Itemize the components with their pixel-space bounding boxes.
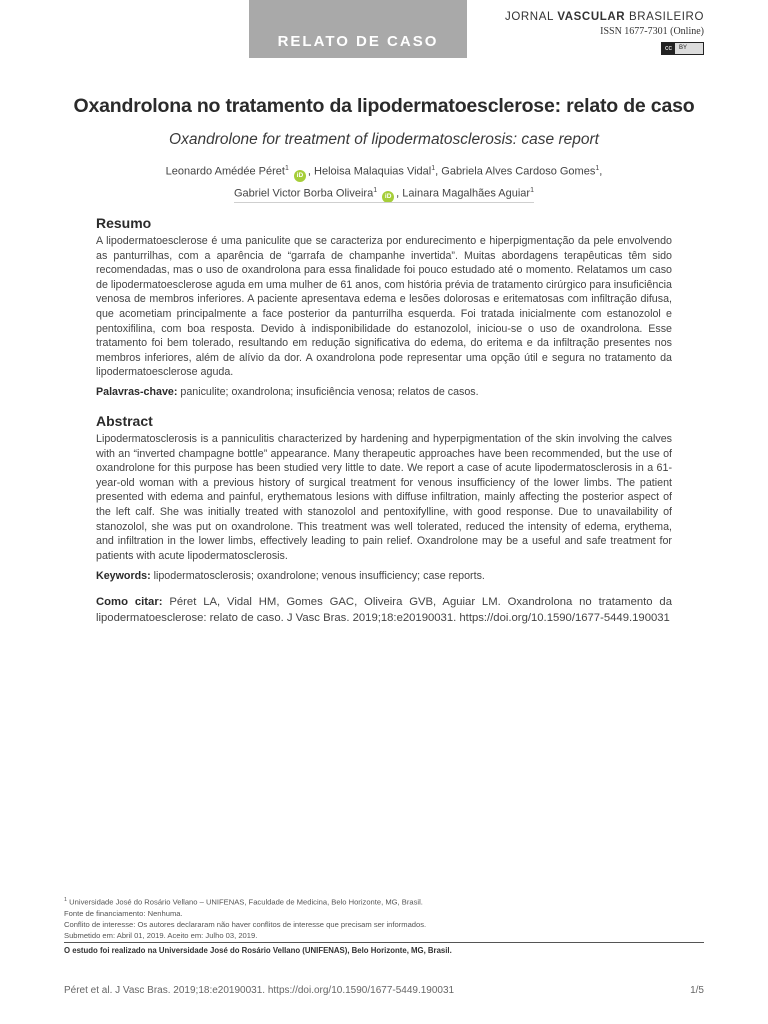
author-name: Gabriel Victor Borba Oliveira [234,187,374,200]
keywords-text: paniculite; oxandrolona; insuficiência venosa; relatos de casos. [177,386,479,398]
author-name: Heloisa Malaquias Vidal [314,165,432,178]
article-title: Oxandrolona no tratamento da lipodermatoesclerose: relato de caso [73,95,695,117]
conflict-note: Conflito de interesse: Os autores declararam não haver conflitos de interesse que precisam ser informados. [64,919,427,929]
author-list: Leonardo Amédée Péret$^1$ iD , Heloisa Malaquias Vidal$^1$, Gabriela Alves Cardoso Gomes$^1$, Gabriel Victor Borba Oliveira$^1$ iD , Lainara Magalhães Aguiar$^1$ [60,160,708,203]
study-location-note: O estudo foi realizado na Universidade José do Rosário Vellano (UNIFENAS), Belo Horizonte, MG, Brasil. [64,946,452,955]
affiliation-note: $^1$ Universidade José do Rosário Vellano – UNIFENAS, Faculdade de Medicina, Belo Horizonte, MG, Brasil. [64,897,423,907]
keywords-text: lipodermatosclerosis; oxandrolone; venous insufficiency; case reports. [150,570,485,582]
funding-note: Fonte de financiamento: Nenhuma. [64,908,183,918]
citation-text[interactable]: Péret LA, Vidal HM, Gomes GAC, Oliveira GVB, Aguiar LM. Oxandrolona no tratamento da lipodermatoesclerose: relato de caso. J Vasc Bras. 2019;18:e20190031. https://doi.org/10.1590/1677-5449.190031 [96,596,672,624]
title-divider [234,202,534,203]
footnotes [64,895,426,941]
keywords-label: Keywords: [96,570,151,582]
orcid-icon[interactable]: iD [294,170,306,182]
affiliation-mark: 1 [595,165,600,172]
resumo-text: A lipodermatoesclerose é uma paniculite que se caracteriza por endurecimento e hiperpigmentação da pele envolvendo as panturrilhas, com a aparência de “garrafa de champanhe invertida”. Muitas abordagens terapêuticas têm sido recomendadas, mas o uso de oxandrolona para essa finalidade foi pouco estudado até o momento. Relatamos um caso de lipodermatoesclerose aguda em uma mulher de 61 anos, com história prévia de tratamento cirúrgico para insuficiência venosa de membros inferiores. A paciente apresentava edema e lesões dolorosas e eritematosas com infiltração difusa, que acometiam principalmente a face posterior da panturrilha esquerda. Foi tratada inicialmente com estanozolol e pentoxifilina, com boa resposta. Devido à indisponibilidade do estanozolol, iniciou-se o uso de oxandrolona. Esse tratamento foi bem tolerado, resultando em redução significativa do edema, do eritema e da infiltração presentes nos membros inferiores, além de alívio da dor. A oxandrolona pode representar uma opção útil e segura no tratamento da lipodermatoesclerose aguda. [96,235,672,379]
affiliation-mark: 1 [431,165,436,172]
orcid-icon[interactable]: iD [382,191,394,203]
keywords-label: Palavras-chave: [96,386,178,398]
issn: ISSN 1677-7301 (Online) [600,26,704,37]
cc-icon: cc [662,43,675,54]
section-label: RELATO DE CASO [249,0,467,58]
cc-license-icon[interactable] [661,42,704,55]
article-title-english: Oxandrolone for treatment of lipodermatosclerosis: case report [169,131,599,148]
footnote-divider [64,942,704,943]
cc-by-label: BY [678,45,687,51]
author-name: Leonardo Amédée Péret [165,165,285,178]
journal-name: JORNAL VASCULAR BRASILEIRO [504,11,704,23]
journal-header [505,11,704,55]
abstract-heading: Abstract [96,413,153,429]
running-citation[interactable]: Péret et al. J Vasc Bras. 2019;18:e20190031. https://doi.org/10.1590/1677-5449.190031 [64,985,455,996]
author-name: Gabriela Alves Cardoso Gomes [441,165,596,178]
citation-label: Como citar: [96,596,163,608]
page-number: 1/5 [690,985,704,996]
affiliation-mark: 1 [284,165,289,172]
dates-note: Submetido em: Abril 01, 2019. Aceito em: Julho 03, 2019. [64,930,258,940]
author-name: Lainara Magalhães Aguiar [402,187,531,200]
abstract-text: Lipodermatosclerosis is a panniculitis characterized by hardening and hyperpigmentation of the skin involving the calves with an “inverted champagne bottle” appearance. Many therapeutic approaches have been recommended, but the use of oxandrolone for this purpose has been studied very little to date. We report a case of acute lipodermatosclerosis in a 61-year-old woman with a previous history of surgical treatment for venous insufficiency of the lower limbs. The patient presented with edema and painful, erythematous lesions with diffuse infiltration, mainly affecting the posterior aspect of the left calf. She was initially treated with stanozolol and pentoxifylline, with good response. Due to unavailability of stanozolol, she was put on oxandrolone. This treatment was well tolerated, reduced the intensity of edema, erythema, and infiltration in the lower limbs, effectively leading to pain relief. Oxandrolone may be a useful and safe treatment for patients with acute lipodermatosclerosis. [96,433,672,562]
affiliation-mark: 1 [373,186,378,194]
affiliation-mark: 1 [530,186,534,194]
palavras-chave [96,386,672,398]
keywords [96,570,672,582]
citation [96,595,672,626]
resumo-heading: Resumo [96,215,152,231]
